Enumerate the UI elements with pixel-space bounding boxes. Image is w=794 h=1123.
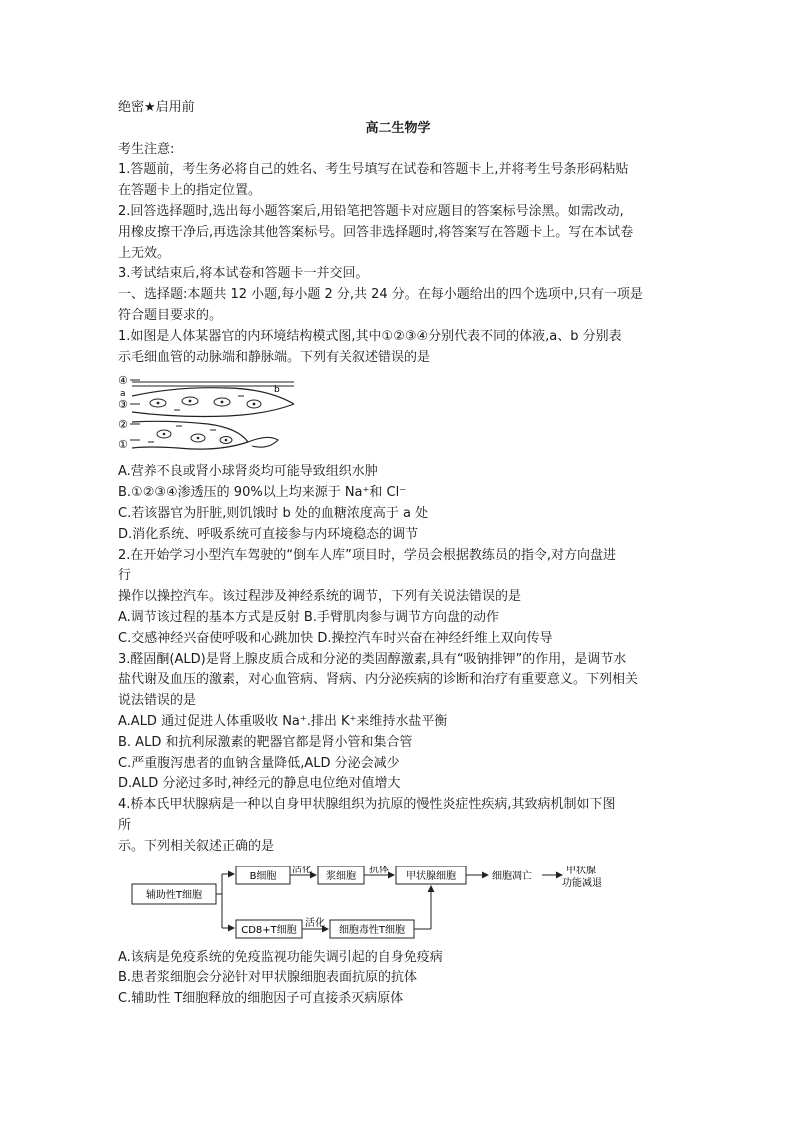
figure-label: ③ [118, 398, 128, 412]
option-b: B.患者浆细胞会分泌针对甲状腺细胞表面抗原的抗体 [118, 970, 418, 986]
option-d: D.消化系统、呼吸系统可直接参与内环境稳态的调节 [118, 526, 419, 542]
option-a: A.营养不良或肾小球肾炎均可能导致组织水肿 [118, 464, 378, 480]
section-heading: 一、选择题:本题共 12 小题,每小题 2 分,共 24 分。在每小题给出的四个选项中,只有一项是 [118, 287, 643, 303]
node-plasma-cell: 浆细胞 [326, 870, 356, 882]
q1-stem: 1.如图是人体某器官的内环境结构模式图,其中①②③④分别代表不同的体液,a、b 分别表 [118, 328, 622, 344]
figure-label: b [274, 385, 280, 396]
q4-stem: 4.桥本氏甲状腺病是一种以自身甲状腺组织为抗原的慢性炎症性疾病,其致病机制如下图 [118, 797, 616, 813]
notice-line: 用橡皮擦干净后,再选涂其他答案标号。回答非选择题时,将答案写在答题卡上。写在本试卷 [118, 224, 634, 240]
notice-line: 在答题卡上的指定位置。 [118, 183, 262, 199]
option-c: C.辅助性 T细胞释放的细胞因子可直接杀灭病原体 [118, 991, 404, 1007]
option-ab: A.调节该过程的基本方式是反射 B.手臂肌肉参与调节方向盘的动作 [118, 609, 499, 625]
option-b: B. ALD 和抗利尿激素的靶器官都是肾小管和集合管 [118, 734, 413, 750]
option-c: C.严重腹泻患者的血钠含量降低,ALD 分泌会减少 [118, 755, 400, 771]
q2-stem: 行 [118, 568, 132, 584]
node-cytotoxic-t: 细胞毒性T细胞 [338, 924, 406, 936]
arrow-label: 细胞凋亡 [492, 870, 532, 882]
page-title: 高二生物学 [365, 120, 431, 136]
node-helper-t: 辅助性T细胞 [145, 889, 203, 901]
q2-stem: 2.在开始学习小型汽车驾驶的“倒车人库”项目时，学员会根据教练员的指令,对方向盘进 [118, 547, 617, 563]
q3-stem: 盐代谢及血压的激素，对心血管病、肾病、内分泌疾病的诊断和治疗有重要意义。下列相关 [118, 672, 639, 688]
figure-label: ① [118, 438, 128, 452]
option-d: D.ALD 分泌过多时,神经元的静息电位绝对值增大 [118, 776, 401, 792]
arrow-label: 活化 [305, 917, 325, 929]
secret-label: 绝密★启用前 [118, 100, 195, 115]
q1-stem: 示毛细血管的动脉端和静脉端。下列有关叙述错误的是 [118, 349, 431, 365]
q2-stem: 操作以操控汽车。该过程涉及神经系统的调节，下列有关说法错误的是 [118, 589, 522, 605]
result-line: 甲状腺 [566, 865, 596, 876]
option-cd: C.交感神经兴奋使呼吸和心跳加快 D.操控汽车时兴奋在神经纤维上双向传导 [118, 630, 553, 646]
notice-line: 3.考试结束后,将本试卷和答题卡一并交回。 [118, 266, 369, 282]
arrow-label: 活化 [292, 865, 312, 875]
result-line: 功能减退 [562, 877, 602, 889]
figure-label: ② [118, 418, 128, 432]
q4-stem: 所 [118, 817, 132, 833]
figure-label: a [120, 389, 126, 400]
node-cd8-t: CD8+T细胞 [241, 924, 297, 936]
q1-figure [118, 374, 678, 456]
notice-line: 上无效。 [118, 245, 171, 261]
figure-label: ④ [118, 374, 128, 388]
notice-line: 2.回答选择题时,选出每小题答案后,用铅笔把答题卡对应题目的答案标号涂黑。如需改动, [118, 203, 624, 219]
option-c: C.若该器官为肝脏,则饥饿时 b 处的血糖浓度高于 a 处 [118, 505, 429, 521]
option-a: A.ALD 通过促进人体重吸收 Na⁺.排出 K⁺来维持水盐平衡 [118, 713, 448, 729]
q4-mechanism-diagram [118, 866, 678, 946]
q3-stem: 说法错误的是 [118, 693, 197, 709]
q3-stem: 3.醛固酮(ALD)是肾上腺皮质合成和分泌的类固醇激素,具有“吸钠排钾”的作用，是调节水 [118, 651, 627, 667]
option-b: B.①②③④渗透压的 90%以上均来源于 Na⁺和 Cl⁻ [118, 485, 407, 501]
notice-line: 1.答题前，考生务必将自己的姓名、考生号填写在试卷和答题卡上,并将考生号条形码粘贴 [118, 162, 629, 178]
node-thyroid-cell: 甲状腺细胞 [406, 870, 456, 882]
node-b-cell: B细胞 [249, 870, 277, 882]
exam-page [118, 98, 678, 1010]
arrow-label: 抗体 [369, 865, 389, 875]
notice-heading: 考生注意: [118, 141, 175, 157]
option-a: A.该病是免疫系统的免疫监视功能失调引起的自身免疫病 [118, 949, 443, 965]
q4-stem: 示。下列相关叙述正确的是 [118, 838, 275, 854]
section-heading: 符合题目要求的。 [118, 307, 223, 323]
